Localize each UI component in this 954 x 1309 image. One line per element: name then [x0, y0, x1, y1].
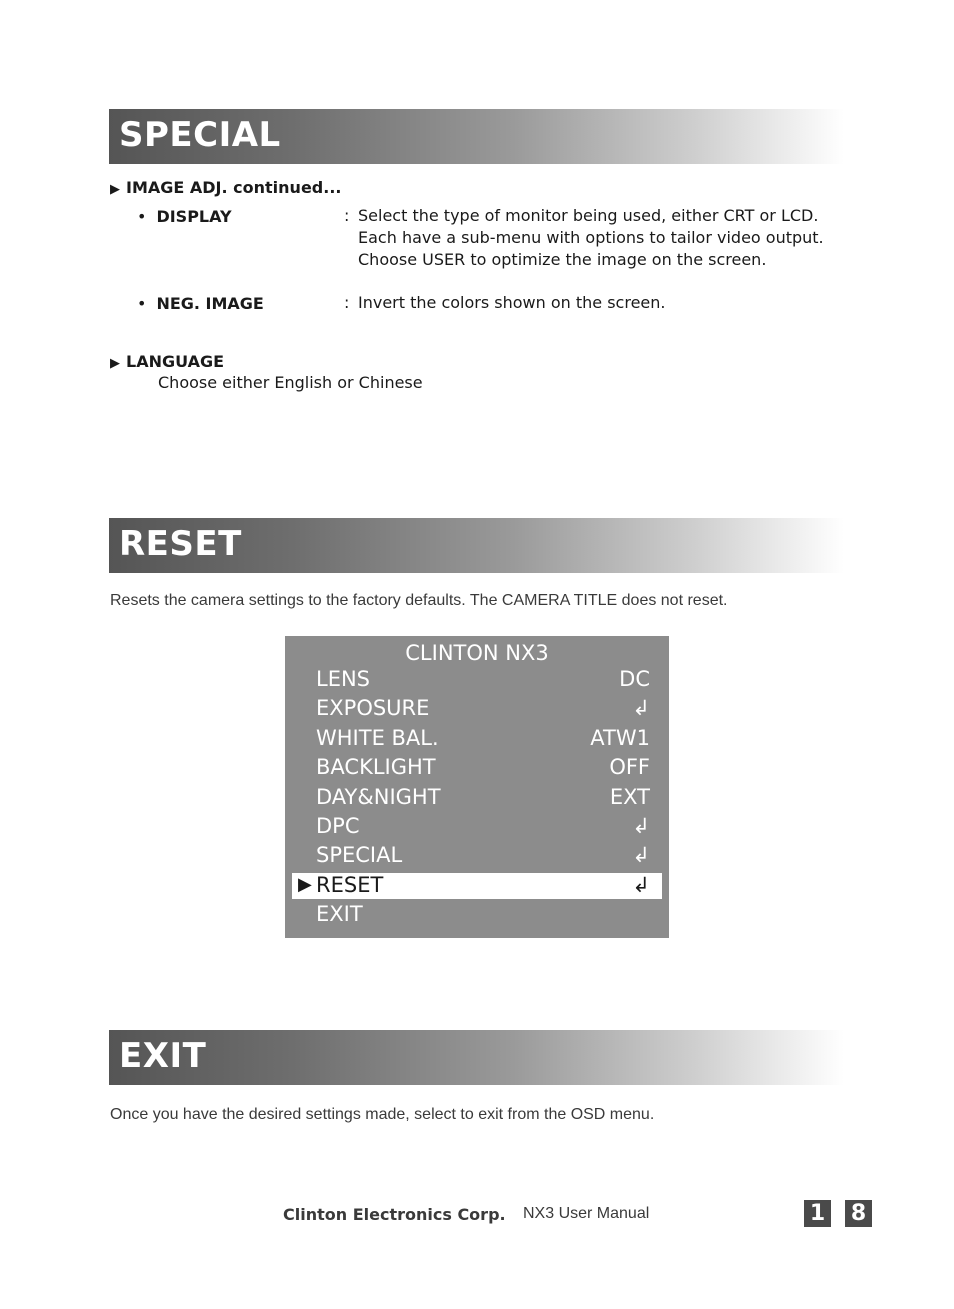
bullet-icon: • — [137, 294, 147, 313]
neg-image-description: : Invert the colors shown on the screen. — [344, 292, 844, 314]
osd-row-backlight[interactable] — [292, 755, 662, 781]
osd-row-value: ATW1 — [590, 725, 650, 750]
arrow-right-icon: ▶ — [110, 356, 120, 371]
osd-row-value: OFF — [609, 755, 650, 780]
exit-banner — [109, 1030, 844, 1085]
osd-row-lens[interactable] — [292, 667, 662, 693]
osd-row-label: BACKLIGHT — [316, 755, 436, 780]
osd-row-dpc[interactable] — [292, 814, 662, 840]
osd-row-label: EXIT — [316, 902, 363, 927]
display-description: : Select the type of monitor being used, either CRT or LCD. Each have a sub-menu with options to tailor video output. Choose USER to optimize the image on the screen. — [344, 205, 844, 271]
neg-image-label — [137, 294, 264, 313]
osd-row-label: EXPOSURE — [316, 696, 430, 721]
osd-row-label: WHITE BAL. — [316, 725, 439, 750]
display-label — [137, 207, 232, 226]
exit-title: EXIT — [119, 1036, 207, 1076]
display-description-text: Select the type of monitor being used, either CRT or LCD. Each have a sub-menu with options to tailor video output. Choose USER to optimize the image on the screen. — [358, 206, 824, 269]
osd-row-label: LENS — [316, 667, 371, 691]
reset-title: RESET — [119, 524, 242, 564]
footer-manual: NX3 User Manual — [523, 1205, 650, 1222]
enter-arrow-icon: ↲ — [632, 843, 650, 868]
osd-row-day-night[interactable] — [292, 785, 662, 811]
language-heading — [110, 352, 224, 371]
display-label-text: DISPLAY — [156, 207, 232, 226]
page-number-digit: 8 — [845, 1200, 872, 1227]
osd-title: CLINTON NX3 — [405, 641, 549, 665]
enter-arrow-icon: ↲ — [632, 696, 650, 721]
exit-description: Once you have the desired settings made, select to exit from the OSD menu. — [110, 1106, 655, 1123]
neg-image-label-text: NEG. IMAGE — [156, 294, 264, 313]
language-heading-text: LANGUAGE — [126, 352, 225, 371]
special-banner — [109, 109, 844, 164]
enter-arrow-icon: ↲ — [632, 872, 650, 897]
osd-row-label: DAY&NIGHT — [316, 784, 441, 809]
osd-row-value: EXT — [609, 784, 650, 809]
osd-row-special[interactable] — [292, 843, 662, 869]
osd-row-value: DC — [619, 667, 650, 691]
neg-image-description-text: Invert the colors shown on the screen. — [358, 293, 666, 312]
image-adj-heading-text: IMAGE ADJ. continued... — [126, 178, 342, 197]
osd-menu — [285, 636, 669, 938]
enter-arrow-icon: ↲ — [632, 814, 650, 838]
osd-row-label: SPECIAL — [316, 843, 403, 868]
special-title: SPECIAL — [119, 115, 281, 155]
osd-row-label: RESET — [316, 872, 384, 897]
osd-row-reset[interactable] — [292, 873, 662, 899]
arrow-right-icon: ▶ — [110, 182, 120, 197]
osd-row-label: DPC — [316, 814, 360, 838]
page-number-digit: 1 — [804, 1200, 831, 1227]
reset-banner — [109, 518, 844, 573]
reset-description: Resets the camera settings to the factory defaults. The CAMERA TITLE does not reset. — [110, 592, 728, 609]
language-text: Choose either English or Chinese — [158, 373, 423, 392]
footer-company: Clinton Electronics Corp. — [283, 1205, 506, 1224]
osd-row-white-bal[interactable] — [292, 726, 662, 752]
image-adj-heading — [110, 178, 341, 197]
osd-row-exposure[interactable] — [292, 696, 662, 722]
bullet-icon: • — [137, 207, 147, 226]
osd-row-exit[interactable] — [292, 902, 662, 928]
play-triangle-icon: ▶ — [298, 873, 312, 895]
